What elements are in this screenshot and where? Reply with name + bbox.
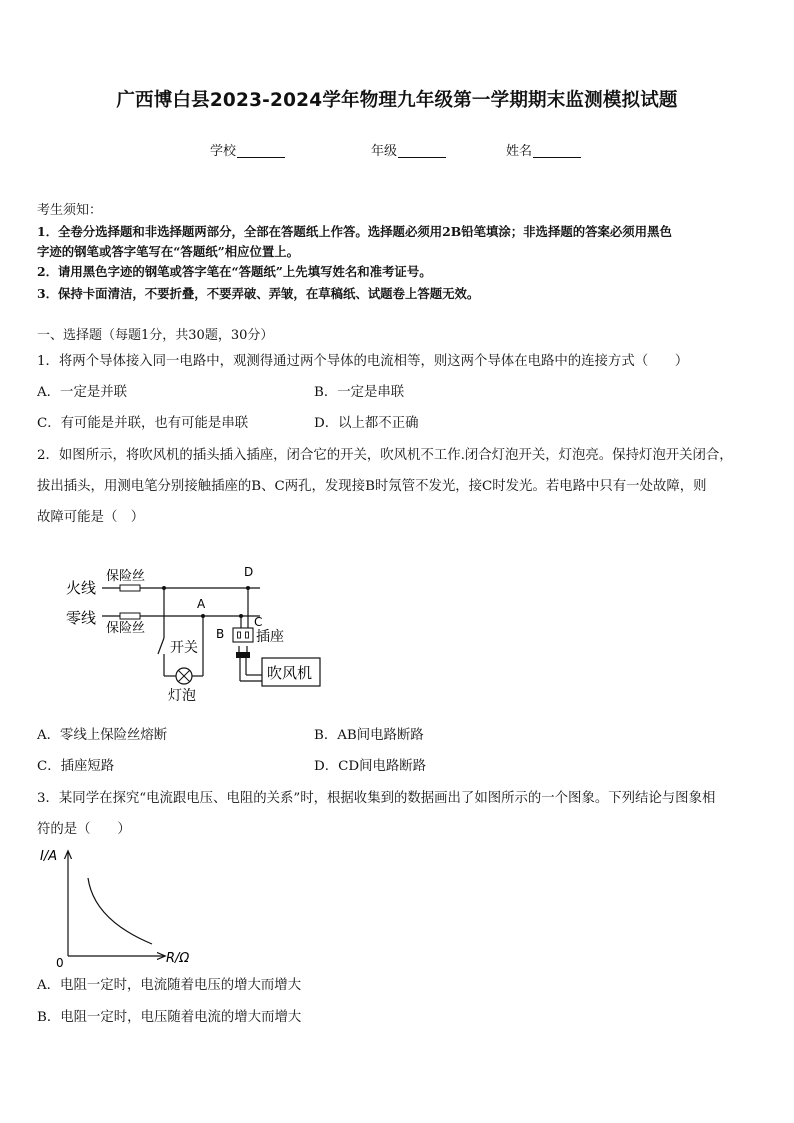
- q2-stem-line-3: 故障可能是（ ）: [37, 510, 145, 525]
- fuse-1-label: 保险丝: [106, 569, 146, 584]
- q3-option-b: B．电阻一定时，电压随着电流的增大而增大: [37, 1010, 302, 1025]
- bulb-label: 灯泡: [168, 688, 196, 704]
- lamp-switch: [158, 638, 164, 654]
- fuse-2-label: 保险丝: [106, 621, 146, 636]
- q1-stem: 1．将两个导体接入同一电路中，观测得通过两个导体的电流相等，则这两个导体在电路中的连接方式（ ）: [37, 354, 689, 369]
- name-field[interactable]: 姓名: [506, 140, 581, 159]
- q2-stem-line-2: 拔出插头，用测电笔分别接触插座的B、C两孔，发现接B时氖管不发光，接C时发光。若电路中只有一处故障，则: [37, 479, 707, 494]
- neutral-wire-label: 零线: [66, 609, 97, 627]
- point-b-label: B: [216, 627, 225, 641]
- point-d-label: D: [244, 565, 254, 579]
- live-wire-label: 火线: [66, 579, 97, 597]
- q2-option-d: D．CD间电路断路: [314, 759, 427, 774]
- q2-option-b: B．AB间电路断路: [314, 728, 424, 743]
- y-axis-label: I/A: [40, 849, 58, 864]
- inverse-curve: [88, 878, 152, 944]
- notice-item-1: 1．全卷分选择题和非选择题两部分，全部在答题纸上作答。选择题必须用2B铅笔填涂；非选择题的答案必须用黑色: [37, 224, 672, 239]
- switch-label: 开关: [170, 640, 198, 656]
- q1-option-c: C．有可能是并联，也有可能是串联: [37, 416, 249, 431]
- q1-option-a: A．一定是并联: [37, 385, 128, 400]
- notice-item-1-cont: 字迹的钢笔或答字笔写在“答题纸”相应位置上。: [37, 244, 300, 259]
- fuse-1: [120, 585, 140, 591]
- grade-field[interactable]: 年级: [371, 140, 446, 159]
- plug-icon: [236, 652, 250, 658]
- notice-heading: 考生须知：: [37, 203, 103, 218]
- circuit-diagram: [60, 558, 340, 708]
- notice-item-3: 3．保持卡面清洁，不要折叠，不要弄破、弄皱，在草稿纸、试题卷上答题无效。: [37, 286, 480, 301]
- q1-option-d: D．以上都不正确: [314, 416, 419, 431]
- q3-stem-line-1: 3．某同学在探究“电流跟电压、电阻的关系”时，根据收集到的数据画出了如图所示的一个图象。下列结论与图象相: [37, 791, 716, 806]
- q2-stem-line-1: 2．如图所示，将吹风机的插头插入插座，闭合它的开关，吹风机不工作.闭合灯泡开关，灯泡亮。保持灯泡开关闭合，: [37, 448, 733, 463]
- socket-label: 插座: [256, 629, 284, 645]
- q2-option-c: C．插座短路: [37, 759, 115, 774]
- x-axis-label: R/Ω: [166, 951, 190, 966]
- point-a-label: A: [197, 597, 206, 611]
- section-heading: 一、选择题（每题1分，共30题，30分）: [37, 328, 274, 343]
- page-title: 广西博白县2023-2024学年物理九年级第一学期期末监测模拟试题: [116, 90, 678, 111]
- hair-dryer-label: 吹风机: [267, 664, 313, 682]
- q2-option-a: A．零线上保险丝熔断: [37, 728, 168, 743]
- origin-label: 0: [56, 956, 64, 970]
- notice-item-2: 2．请用黑色字迹的钢笔或答字笔在“答题纸”上先填写姓名和准考证号。: [37, 264, 432, 279]
- q3-stem-line-2: 符的是（ ）: [37, 822, 131, 837]
- current-resistance-graph: [36, 842, 226, 970]
- fuse-2: [120, 613, 140, 619]
- q3-option-a: A．电阻一定时，电流随着电压的增大而增大: [37, 978, 302, 993]
- point-c-label: C: [254, 615, 263, 629]
- q1-option-b: B．一定是串联: [314, 385, 405, 400]
- school-field[interactable]: 学校: [210, 140, 285, 159]
- socket-icon: [233, 628, 253, 642]
